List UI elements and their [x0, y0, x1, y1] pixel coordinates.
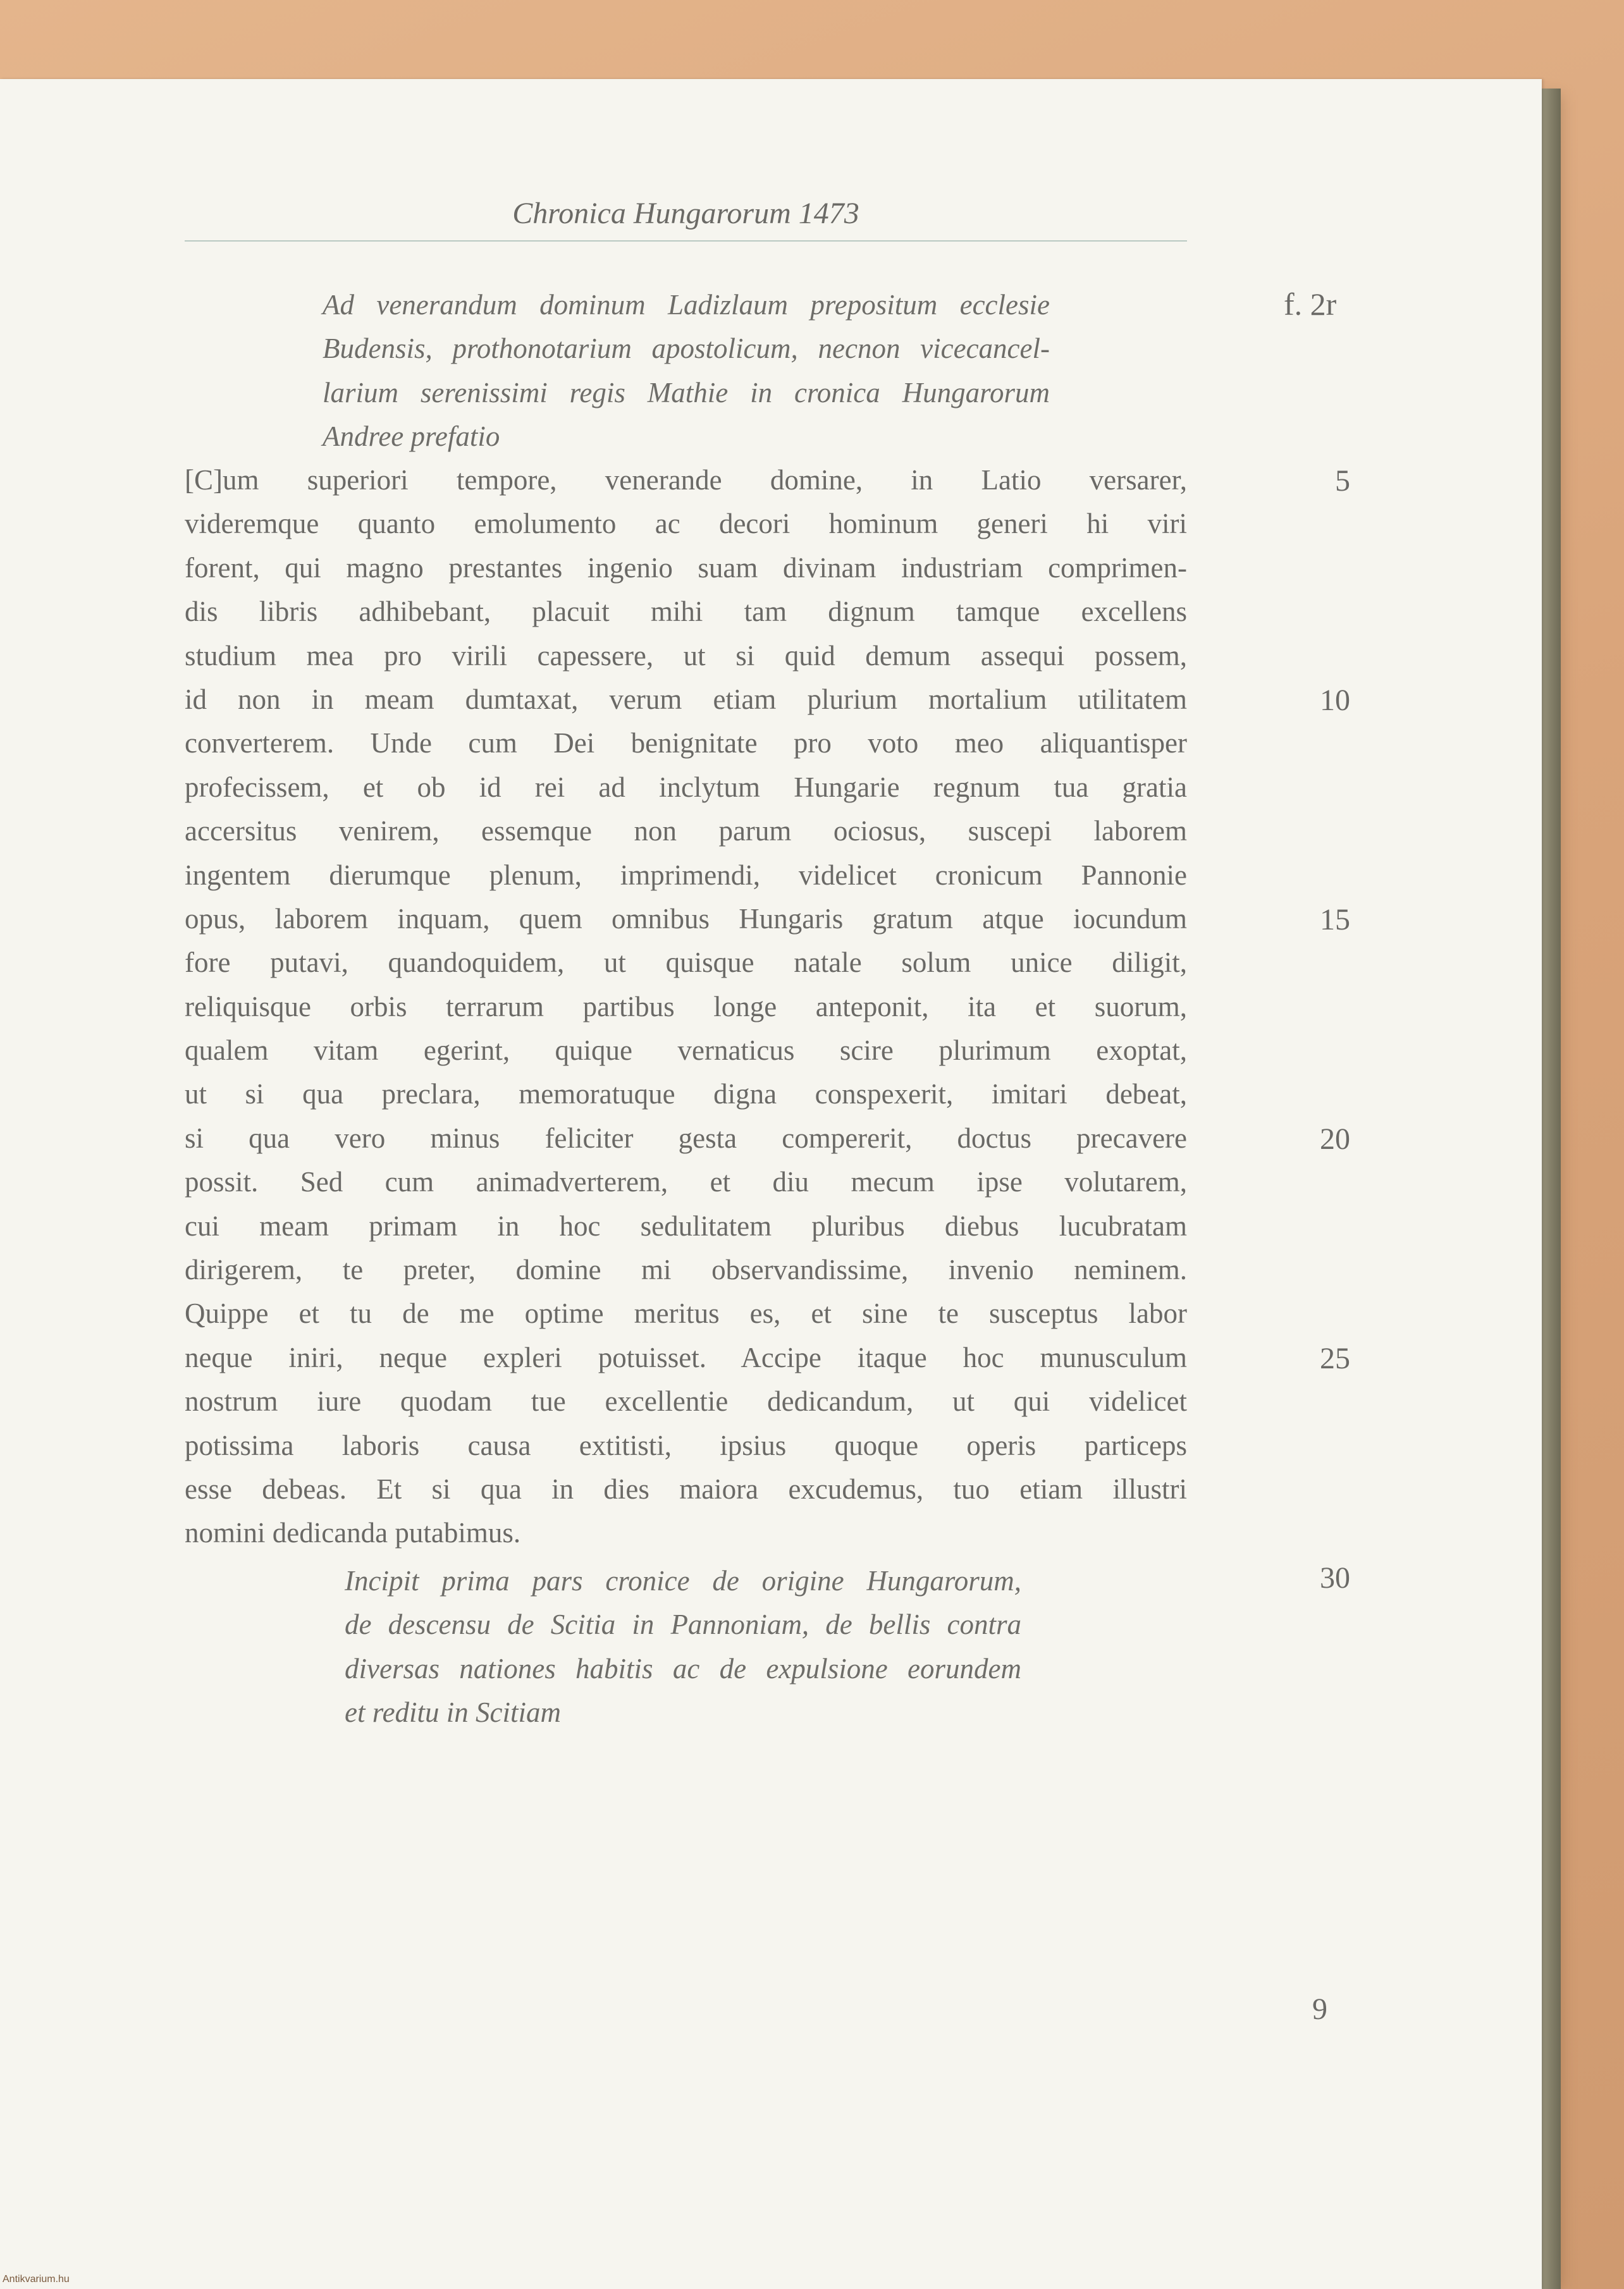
body-line: nomini dedicanda putabimus.: [185, 1517, 521, 1549]
dedication-line: Andree prefatio: [323, 420, 500, 453]
section-heading-line: Incipit prima pars cronice de origine Hungarorum,: [345, 1565, 1021, 1597]
body-line: studium mea pro virili capessere, ut si quid demum assequi possem,: [185, 639, 1187, 672]
line-number: 10: [1320, 684, 1350, 717]
section-heading-line: de descensu de Scitia in Pannoniam, de bellis contra: [345, 1609, 1021, 1641]
body-line: ingentem dierumque plenum, imprimendi, videlicet cronicum Pannonie: [185, 859, 1187, 891]
dedication-line: Budensis, prothonotarium apostolicum, necnon vicecancel-: [323, 333, 1050, 365]
body-line: accersitus venirem, essemque non parum ociosus, suscepi laborem: [185, 815, 1187, 847]
body-line: qualem vitam egerint, quique vernaticus scire plurimum exoptat,: [185, 1034, 1187, 1067]
body-line: dis libris adhibebant, placuit mihi tam dignum tamque excellens: [185, 596, 1187, 628]
body-line: profecissem, et ob id rei ad inclytum Hungarie regnum tua gratia: [185, 771, 1187, 803]
body-text: [185, 458, 1187, 1556]
body-line: opus, laborem inquam, quem omnibus Hungaris gratum atque iocundum: [185, 902, 1187, 935]
body-line: [C]um superiori tempore, venerande domine, in Latio versarer,: [185, 464, 1187, 496]
section-heading-line: diversas nationes habitis ac de expulsione eorundem: [345, 1652, 1021, 1685]
line-number: 15: [1320, 903, 1350, 936]
line-number: 30: [1320, 1561, 1350, 1595]
folio-marker: f. 2r: [1284, 286, 1337, 322]
body-line: neque iniri, neque expleri potuisset. Accipe itaque hoc munusculum: [185, 1341, 1187, 1373]
body-line: si qua vero minus feliciter gesta compererit, doctus precavere: [185, 1122, 1187, 1154]
dedication-heading: [323, 283, 1050, 459]
line-number: 20: [1320, 1122, 1350, 1156]
running-head: Chronica Hungarorum 1473: [512, 197, 859, 230]
body-line: id non in meam dumtaxat, verum etiam plurium mortalium utilitatem: [185, 683, 1187, 715]
page-number: 9: [1312, 1992, 1327, 2026]
body-line: Quippe et tu de me optime meritus es, et sine te susceptus labor: [185, 1298, 1187, 1330]
body-line: cui meam primam in hoc sedulitatem pluribus diebus lucubratam: [185, 1210, 1187, 1242]
dedication-line: Ad venerandum dominum Ladizlaum prepositum ecclesie: [323, 289, 1050, 321]
line-number: 5: [1335, 464, 1350, 498]
body-line: possit. Sed cum animadverterem, et diu mecum ipse volutarem,: [185, 1166, 1187, 1198]
body-line: videremque quanto emolumento ac decori hominum generi hi viri: [185, 508, 1187, 540]
section-heading-line: et reditu in Scitiam: [345, 1697, 562, 1729]
body-line: forent, qui magno prestantes ingenio suam divinam industriam comprimen-: [185, 551, 1187, 584]
section-heading: [345, 1559, 1021, 1735]
body-line: esse debeas. Et si qua in dies maiora excudemus, tuo etiam illustri: [185, 1473, 1187, 1505]
dedication-line: larium serenissimi regis Mathie in cronica Hungarorum: [323, 376, 1050, 408]
header-rule: [185, 240, 1187, 242]
watermark: Antikvarium.hu: [3, 2274, 70, 2285]
body-line: potissima laboris causa extitisti, ipsius quoque operis particeps: [185, 1429, 1187, 1461]
body-line: dirigerem, te preter, domine mi observandissime, invenio neminem.: [185, 1254, 1187, 1286]
body-line: reliquisque orbis terrarum partibus longe anteponit, ita et suorum,: [185, 990, 1187, 1022]
body-line: nostrum iure quodam tue excellentie dedicandum, ut qui videlicet: [185, 1385, 1187, 1418]
body-line: ut si qua preclara, memoratuque digna conspexerit, imitari debeat,: [185, 1078, 1187, 1110]
body-line: converterem. Unde cum Dei benignitate pro voto meo aliquantisper: [185, 727, 1187, 759]
body-line: fore putavi, quandoquidem, ut quisque natale solum unice diligit,: [185, 947, 1187, 979]
line-number: 25: [1320, 1342, 1350, 1375]
